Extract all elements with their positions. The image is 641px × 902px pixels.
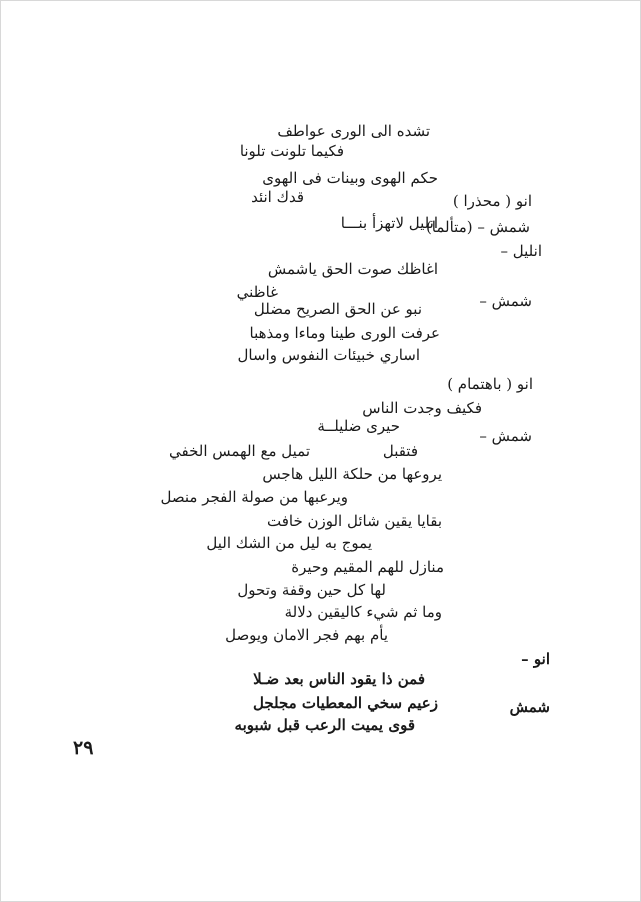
verse-line: وما ثم شيء كاليقين دلالة [284,603,442,621]
verse-line: يروعها من حلكة الليل هاجس [262,465,442,483]
verse-line: يموج به ليل من الشك اليل [206,534,372,552]
speaker-label: شمش – (متألما) [425,218,530,236]
verse-line: قوى يميت الرعب قبل شبوبه [234,716,415,734]
page-number: ٢٩ [73,737,94,759]
speaker-label: شمش [509,698,550,716]
verse-line: فتقبل [382,442,418,460]
verse-line: فكيما تلونت تلونا [239,142,344,160]
speaker-label: شمش – [479,427,532,445]
speaker-label: انو ( محذرا ) [452,192,532,210]
verse-line: بقايا يقين شائل الوزن خافت [266,512,442,530]
verse-line: حيرى ضليلــة [317,417,400,435]
verse-line: عرفت الورى طينا وماءا ومذهبا [249,324,440,342]
verse-line: حكم الهوى وبينات فى الهوى [262,169,438,187]
verse-line: تميل مع الهمس الخفي [168,442,310,460]
speaker-label: انليل – [500,242,542,260]
verse-line: فكيف وجدت الناس [362,399,482,417]
speaker-label: انو – [521,650,550,668]
speaker-label: شمش – [479,292,532,310]
verse-line: اساري خبيئات النفوس واسال [237,346,420,364]
verse-line: منازل للهم المقيم وحيرة [291,558,444,576]
verse-line: اغاظك صوت الحق ياشمش [267,260,438,278]
speaker-label: انو ( باهتمام ) [447,375,533,393]
verse-line: يأم بهم فجر الامان ويوصل [225,626,388,644]
verse-line: غاظني [236,283,278,301]
verse-line: لها كل حين وقفة وتحول [237,581,386,599]
verse-line: قدك انئد [251,188,304,206]
verse-line: انليل لاتهزأ بنـــا [340,214,438,232]
verse-line: نبو عن الحق الصريح مضلل [253,300,422,318]
verse-line: ويرعبها من صولة الفجر منصل [160,488,348,506]
verse-line: تشده الى الورى عواطف [277,122,430,140]
verse-line: فمن ذا يقود الناس بعد ضـلا [253,670,425,688]
verse-line: زعيم سخي المعطيات مجلجل [252,694,438,712]
